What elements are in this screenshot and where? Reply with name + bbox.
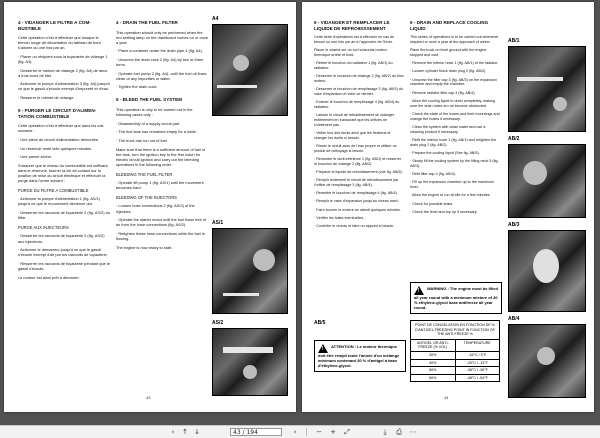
- figure-label: AB/5: [314, 320, 326, 326]
- list-item: · Refit filler cap 4 (fig. AB/4).: [410, 172, 456, 177]
- table-cell: 60%: [411, 375, 456, 382]
- figure-label: AB/3: [508, 222, 520, 228]
- subheading: PURGE AUX INJECTEURS: [18, 225, 69, 231]
- table-header-cell: ANTIGEL OR ANTI-FREEZE (% VOL): [411, 340, 456, 351]
- figure-image-as2: [212, 328, 288, 396]
- list-item: · Operate fuel pump 3 (fig. A4), until the fuel oil flows clean of any impurities or water.: [116, 70, 207, 81]
- section-heading: 5 - PURGER LE CIRCUIT D'ALIMEN- TATION COMBUSTIBLE: [18, 108, 97, 119]
- list-item: · Faire tourner le moteur au ralenti quelques minutes.: [314, 207, 401, 212]
- list-item: · Resserrer les raccords de tuyauterie pendant que le gasoil s'écoule.: [18, 260, 110, 271]
- list-item: · Desserrer le robinet de vidange 2 (fig. A4) de deux à trois tours de filet.: [18, 67, 108, 78]
- scroll-up-button[interactable]: ↑: [182, 428, 188, 436]
- page-right: [302, 2, 594, 412]
- list-item: · Une panne sèche.: [18, 154, 52, 160]
- toolbar-divider: [306, 428, 307, 436]
- figure-image-a4: [212, 24, 288, 116]
- list-item: · Vérifier les fuites éventuelles.: [314, 215, 365, 220]
- list-item: · Actionner le démarreur jusqu'à ce que le gasoil s'écoule exempt d'air par les raccords de tuyauterie.: [18, 247, 108, 258]
- list-item: · Place a container under the drain pipe 1 (fig. A4).: [116, 48, 203, 54]
- section-heading: 6 - DRAIN AND REPLACE COOLING LIQUID: [410, 20, 489, 31]
- zoom-in-button[interactable]: +: [330, 428, 336, 436]
- list-item: · Check the state of the hoses and their mountings and change the hoses if necessary.: [410, 111, 500, 121]
- list-item: · Desserrer le bouchon de remplissage 3 (fig. AB/3) du vase d'expansion et vider ce dernier.: [314, 87, 403, 96]
- list-item: · Remonter le durit inférieure 1 (fig. AB/1) et resserrer le bouchon de vidange 2 (fig. AB/2).: [314, 156, 402, 166]
- left-french-column: [18, 20, 110, 283]
- figure-image-ab3: [508, 230, 586, 312]
- list-item: · Disassembly of a supply circuit part.: [116, 120, 181, 126]
- list-item: · The truck has run out of fuel.: [116, 137, 168, 143]
- list-item: · Actionner la pompe d'alimentation 3 (fig. A4) jusqu'à ce que le gasoil s'écoule exempt d'impureté et d'eau.: [18, 81, 110, 92]
- paragraph: Cette opération n'est à effectuer que lorsque le témoin rouge de décantation du tableau de bord s'allume ou une fois par an.: [18, 35, 101, 51]
- viewer-toolbar: [0, 425, 600, 438]
- table-title: POINT DE CONGELATION EN FONCTION DE % D'ANTIGEL FREEZING POINT IN FUNCTION OF THE ANTI-FREEZE %: [411, 321, 499, 340]
- list-item: · Retirer le bouchon du radiateur 1 (fig. AB/1) du radiateur.: [314, 61, 393, 70]
- next-page-button[interactable]: ›: [293, 428, 297, 436]
- list-item: · Desserrer les raccords de tuyauterie 2 (fig. AS/2) du filtre.: [18, 210, 110, 221]
- section-body: [18, 35, 110, 100]
- figure-label: AB/1: [508, 38, 520, 44]
- section-body: [314, 35, 404, 229]
- list-item: · Resserer le robinet de vidange.: [18, 95, 75, 101]
- paragraph: Place the truck on level ground with the engine stopped and cold.: [410, 48, 487, 57]
- warning-text: ATTENTION : Le moteur thermique doit être rempli toute l'année d'un mélange minimum contenant 30 % d'antigel à base d'éthylène-glycol.: [318, 344, 400, 368]
- paragraph: S'assurer que le niveau du combustible est suffisant dans le réservoir, tourner la clé de contact sur la position de mise du circuit électrique et effectuer la purge dans l'ordre suivant :: [18, 162, 108, 184]
- list-item: · Retighten these hose connections while the fuel is flowing.: [116, 230, 205, 241]
- table-row: [411, 360, 499, 368]
- list-item: · Refit the inferior hose 1 (fig. AB/1) and retighten the drain plug 2 (fig. AB/2).: [410, 137, 497, 147]
- list-item: · Unscrew the filler cap 3 (fig. AB/3) on the expansion chamber and empty the chamber.: [410, 77, 497, 87]
- list-item: · Préparer le liquide de refroidissement (voir fig. AB/5).: [314, 169, 403, 174]
- section-heading: 4 - VIDANGER LE FILTRE A COM- BUSTIBLE: [18, 20, 91, 31]
- list-item: · Unscrew the drain cock 2 (fig. A4) by two or three turns.: [116, 56, 204, 68]
- fit-page-icon[interactable]: ⤢: [344, 428, 350, 436]
- section-heading: 5 - BLEED THE FUEL SYSTEM: [116, 97, 183, 103]
- paragraph: This operation should only be performed when the red settling lamp on the dashboard comes on or once a year.: [116, 29, 208, 45]
- paragraph: Make sure that there is a sufficient amount of fuel in the tank, turn the ignition key to the first notch for electric circuit ignition and carry out the bleeding operations in the following order :: [116, 146, 206, 167]
- figure-label: AB/4: [508, 316, 520, 322]
- table-row: [411, 367, 499, 375]
- list-item: · Remplir lentement le circuit de refroidissement par l'orifice de remplissage 3 (fig. AB/4).: [314, 178, 399, 187]
- table-cell: 30%: [411, 352, 456, 359]
- page-number-input[interactable]: 43 / 194: [230, 428, 282, 436]
- table-header-cell: TEMPERATURE: [463, 340, 491, 345]
- list-item: · Tighten the drain cock.: [116, 84, 158, 90]
- list-item: · Placer un récipient sous la tuyauterie de vidange 1 (fig. A4).: [18, 53, 108, 65]
- list-item: · Allow the engine to run at idle for a few minutes.: [410, 193, 491, 198]
- paragraph: Placer le chariot sur un sol horizontal moteur thermique arrêté et froid.: [314, 48, 387, 57]
- table-cell: -25°C / -13°F: [466, 360, 488, 365]
- figure-label: AS/2: [212, 320, 224, 326]
- page-number: 43: [146, 395, 151, 400]
- print-icon[interactable]: ⎙: [396, 428, 402, 436]
- subheading: BLEEDING THE FUEL FILTER: [116, 171, 173, 177]
- figure-image-ab4: [508, 324, 586, 398]
- table-cell: -16°C / 3°F: [468, 352, 487, 357]
- table-row: [411, 375, 499, 382]
- left-english-column: [116, 20, 208, 253]
- figure-image-ab2: [508, 144, 586, 218]
- table-cell: 50%: [411, 367, 456, 374]
- list-item: · Loosen hose connections 2 (fig. AS/2) of the injectors.: [116, 203, 195, 214]
- paragraph: This operation is only to be carried out in the following cases only :: [116, 107, 193, 118]
- figure-label: AS/1: [212, 220, 224, 226]
- section-heading: 4 - DRAIN THE FUEL FILTER: [116, 20, 178, 25]
- list-item: · Loosen cylinder block drain plug 2 (fig. AB/2).: [410, 69, 487, 74]
- paragraph: Cette opération n'est à effectuer que dans les cas suivants :: [18, 123, 104, 134]
- warning-text: WARNING : The engine must be filled all year round with a minimum mixture of 30 % ethylene-glycol base antifreeze all year round.: [414, 286, 498, 310]
- page-left: [4, 2, 296, 412]
- list-item: · Laisser le circuit de refroidissement se vidanger entièrement en s'assurant que les orifices ne s'obstruent pas.: [314, 113, 395, 127]
- section-body: [18, 123, 110, 279]
- table-cell: -38°C / -36°F: [466, 368, 488, 373]
- paragraph: Le moteur est ainsi prêt à démarrer.: [18, 274, 80, 280]
- list-item: · Enlever le bouchon de remplissage 4 (fig. AB/4) du radiateur.: [314, 100, 400, 109]
- section-body: [116, 30, 208, 90]
- list-item: · Slowly fill the cooling system by the filling neck 5 (fig. AB/3).: [410, 159, 499, 168]
- figure-image-ab1: [508, 46, 586, 132]
- list-item: · Operate lift pump 1 (fig. AS/1) until the movement becomes hard.: [116, 180, 204, 191]
- right-english-column: [410, 20, 500, 218]
- list-item: · Fill up the expansion chamber up to the maximum level.: [410, 180, 494, 190]
- zoom-out-button[interactable]: −: [316, 428, 322, 436]
- list-item: · Desserrer les raccords de tuyauterie 2 (fig. AS/2) aux injecteurs.: [18, 233, 105, 244]
- list-item: · Remove radiator filler cap 4 (fig. AB/4).: [410, 90, 476, 95]
- warning-icon: !: [414, 286, 424, 295]
- table-cell: -48°C / -54°F: [466, 375, 488, 380]
- figure-label: A4: [212, 16, 219, 22]
- list-item: · Check for possible leaks.: [410, 201, 454, 206]
- list-item: · Prepare the cooling liquid (See fig. AB/5).: [410, 150, 480, 155]
- more-options-icon[interactable]: ⋯: [409, 428, 417, 436]
- list-item: · Remove the inferior hose 1 (fig. AB/1) of the radiator.: [410, 61, 499, 66]
- list-item: · Remettre le bouchon de remplissage 4 (fig. AB/4).: [314, 191, 398, 196]
- table-row: [411, 352, 499, 360]
- previous-page-button[interactable]: ‹: [171, 428, 175, 436]
- list-item: · Remplir le vase d'expansion jusqu'au niveau maxi.: [314, 199, 399, 204]
- section-body: [410, 35, 500, 215]
- list-item: · Contrôler le niveau et faire un appoint si besoin.: [314, 224, 395, 229]
- warning-box-fr: [314, 340, 406, 372]
- subheading: PURGE DU FILTRE A COMBUSTIBLE: [18, 188, 89, 194]
- table-header: [411, 340, 499, 352]
- right-french-column: [314, 20, 404, 232]
- warning-icon: !: [318, 344, 328, 353]
- paragraph: The engine is now ready to start.: [116, 244, 173, 250]
- list-item: · Allow the cooling liquid to drain completely, making sure the drain holes do not become obstructed.: [410, 98, 495, 108]
- list-item: · Clean the system with clean water and use a cleaning product if necessary.: [410, 124, 486, 134]
- list-item: · Veiller lors des durits ainsi que les fixations et changer les durits si besoin.: [314, 130, 391, 140]
- list-item: · Operate the starter motor until the fuel flows free of air from the hose connections (fig. AS/2).: [116, 217, 207, 228]
- scroll-down-button[interactable]: ↓: [194, 428, 200, 436]
- paragraph: This series of operations is to be carried out whenever required or once a year at the approach of winter.: [410, 35, 499, 44]
- section-body: [116, 107, 208, 250]
- list-item: · Check the level and top up if necessary.: [410, 209, 478, 214]
- table-cell: 40%: [411, 360, 456, 367]
- list-item: · Desserrer le bouchon de vidange 2 (fig. AB/2) du bloc moteur.: [314, 74, 404, 83]
- list-item: · Un réservoir resté vide quelques minutes.: [18, 145, 93, 151]
- list-item: · The fuel tank has remained empty for a while.: [116, 129, 198, 135]
- antifreeze-table: [410, 320, 500, 382]
- list-item: · Actionner la pompe d'alimentation 1 (fig. AS/1) jusqu'à ce que le mouvement devienne dur.: [18, 196, 101, 207]
- subheading: BLEEDING OF THE INJECTORS: [116, 195, 178, 201]
- section-heading: 6 - VIDANGER ET REMPLACER LE LIQUIDE DE REFROIDISSEMENT: [314, 20, 390, 31]
- paragraph: Cette série d'opérations est à effectuer en cas de besoin ou une fois par an à l'approche de l'hiver.: [314, 35, 395, 44]
- page-number: 44: [444, 395, 449, 400]
- list-item: · Rincer le circuit avec de l'eau propre et utiliser un produit de nettoyage si besoin.: [314, 143, 397, 153]
- warning-box-en: [410, 282, 502, 314]
- figure-image-as1: [212, 228, 288, 314]
- figure-label: AB/2: [508, 136, 520, 142]
- list-item: · Une pièce du circuit d'alimentation démontée.: [18, 137, 99, 142]
- download-icon[interactable]: ⤓: [383, 428, 387, 436]
